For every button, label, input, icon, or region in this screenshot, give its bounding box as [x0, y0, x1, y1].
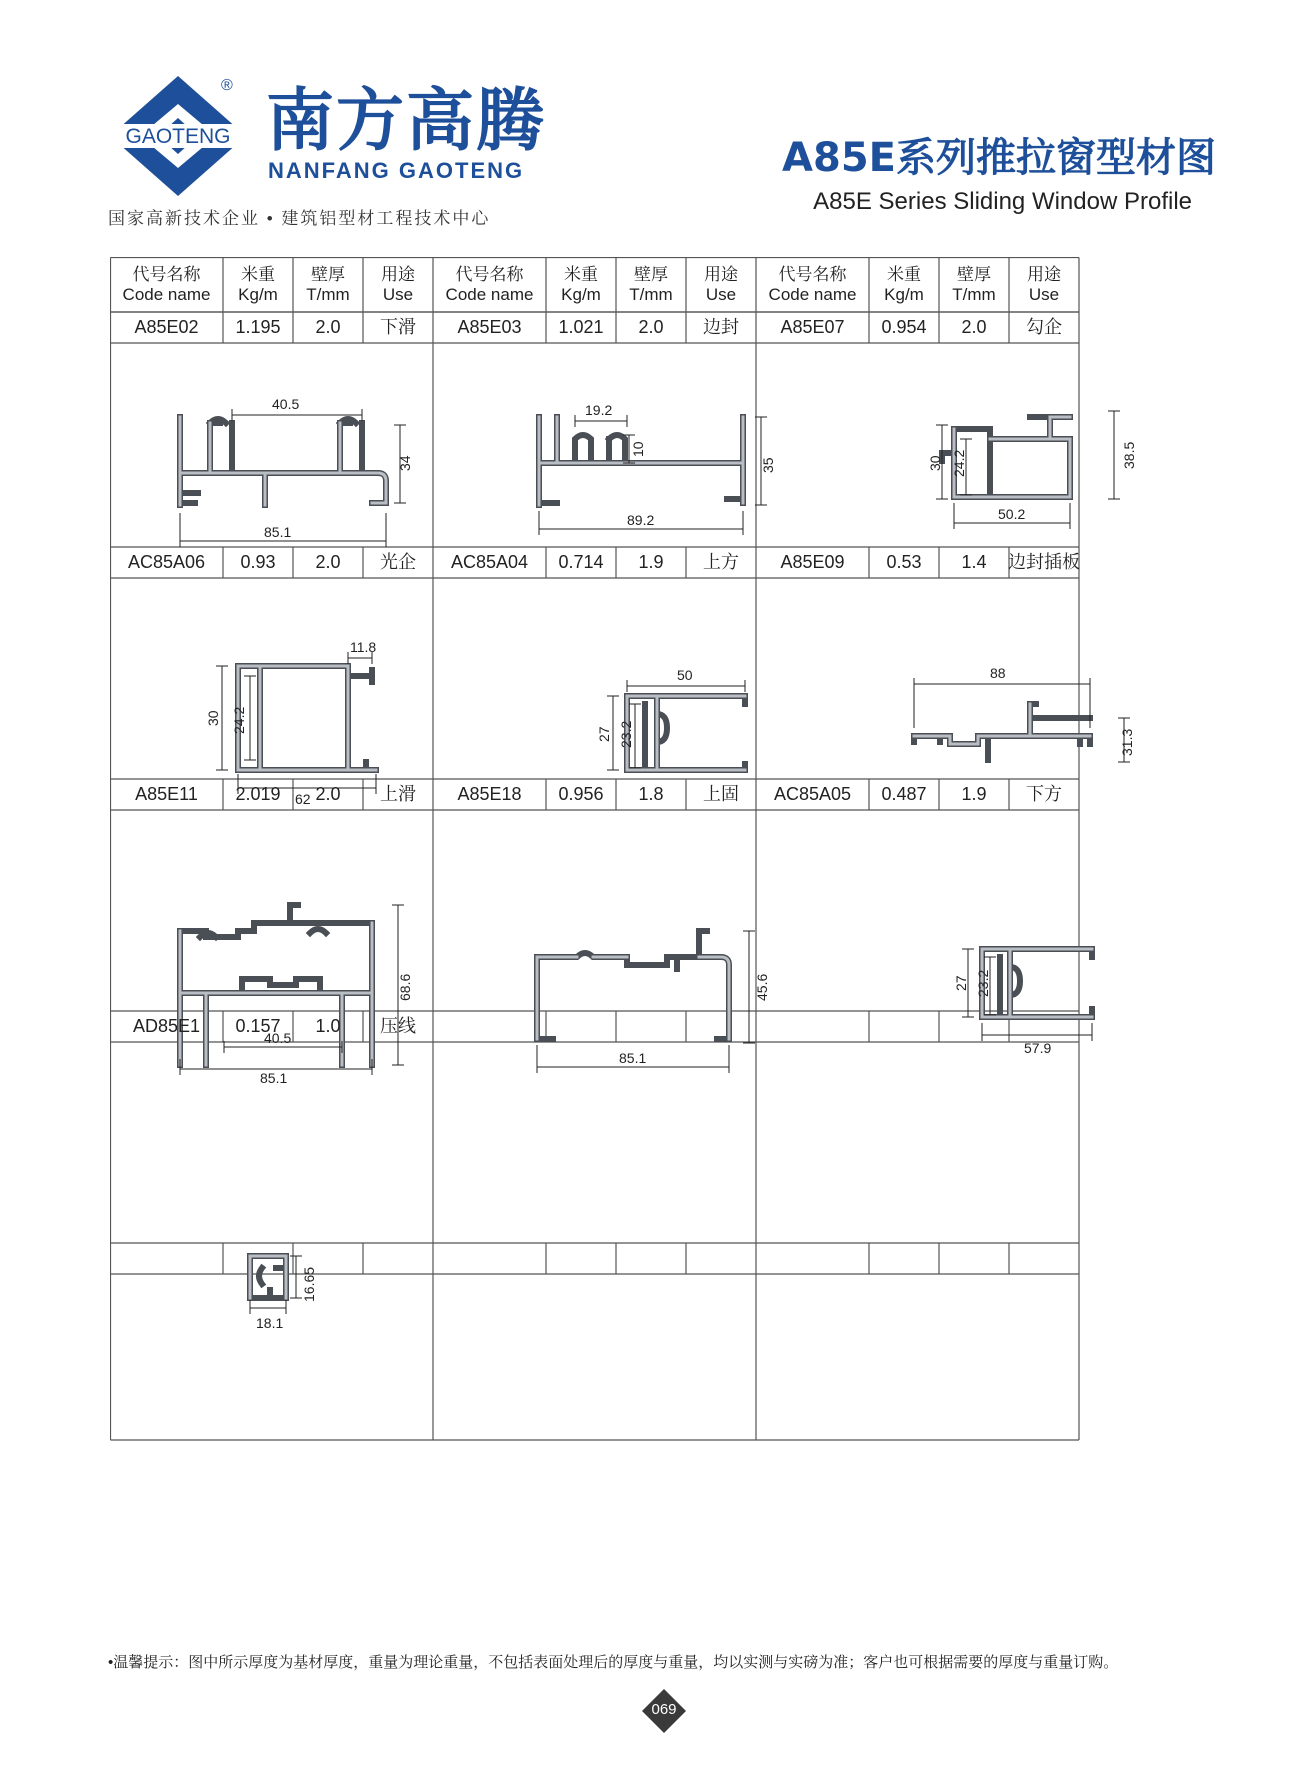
profile-weight-cell: 0.956: [558, 784, 604, 805]
profile-code-name-cell: [433, 1243, 546, 1274]
dim-label: 30: [205, 710, 221, 726]
profile-use-cell: [686, 1243, 756, 1274]
page-title-cn: A85E系列推拉窗型材图: [782, 135, 1216, 181]
dim-label: 45.6: [754, 973, 770, 1001]
profile-use-cell: 压线: [380, 1016, 416, 1037]
profile-code-name-cell: A85E02: [134, 317, 199, 338]
page-number: 069: [651, 1701, 677, 1718]
profile-code-name-cell: A85E03: [457, 317, 522, 338]
column-header-en: Kg/m: [238, 284, 278, 304]
profile-thickness-cell: [616, 1011, 686, 1042]
profile-use-cell: 边封插板: [1008, 552, 1080, 573]
column-header-cn: 壁厚: [634, 264, 668, 284]
dim-label: 57.9: [1024, 1040, 1052, 1056]
profile-drawing-a85e11: [180, 905, 413, 1086]
profile-use-cell: 上滑: [380, 784, 416, 805]
dim-label: 10: [630, 441, 646, 457]
column-header-en: Code name: [122, 284, 211, 304]
profile-use-cell: [1009, 1243, 1079, 1274]
dim-label: 16.65: [301, 1266, 317, 1302]
profile-weight-cell: 1.195: [235, 317, 281, 338]
profile-drawing-a85e18: [537, 931, 770, 1073]
company-tagline: 国家高新技术企业 • 建筑铝型材工程技术中心: [108, 209, 491, 228]
profile-code-name-cell: A85E09: [780, 552, 845, 573]
dim-label: 85.1: [260, 1070, 288, 1086]
profile-use-cell: [363, 1243, 433, 1274]
profile-weight-cell: 2.019: [235, 784, 281, 805]
dim-label: 40.5: [264, 1030, 292, 1046]
profile-code-name-cell: A85E11: [135, 784, 198, 805]
profile-use-cell: 上固: [703, 784, 739, 805]
dim-label: 30: [927, 455, 943, 471]
profile-use-cell: 上方: [703, 552, 739, 573]
profile-code-name-cell: [756, 1243, 869, 1274]
profile-thickness-cell: 2.0: [315, 317, 341, 338]
footer-note: •温馨提示：图中所示厚度为基材厚度，重量为理论重量，不包括表面处理后的厚度与重量，均以实测与实磅为准；客户也可根据需要的厚度与重量订购。: [108, 1654, 1119, 1671]
profile-code-name-cell: AC85A06: [127, 552, 206, 573]
column-header-en: Use: [1028, 284, 1060, 304]
profile-code-name-cell: [110, 1243, 223, 1274]
profile-use-cell: 下方: [1026, 784, 1062, 805]
profile-thickness-cell: [939, 1011, 1009, 1042]
profile-drawing-a85e03: [539, 402, 776, 535]
profile-thickness-cell: 1.8: [638, 784, 664, 805]
dim-label: 62: [295, 791, 311, 807]
dim-label: 23.2: [618, 720, 634, 748]
profile-thickness-cell: 2.0: [638, 317, 664, 338]
dim-label: 27: [953, 975, 969, 991]
profile-weight-cell: 0.53: [886, 552, 922, 573]
column-header-use: [363, 257, 433, 312]
profile-drawing-a85e07: [927, 411, 1137, 529]
dim-label: 27: [596, 726, 612, 742]
dim-label: 23.2: [975, 969, 991, 997]
profile-weight-cell: [869, 1011, 939, 1042]
column-header-en: T/mm: [629, 284, 673, 304]
profile-thickness-cell: 1.4: [961, 552, 987, 573]
column-header-thickness: [293, 257, 363, 312]
dim-label: 38.5: [1121, 441, 1137, 469]
registered-mark: ®: [221, 77, 233, 94]
profile-thickness-cell: 2.0: [315, 784, 341, 805]
profile-weight-cell: 0.93: [240, 552, 276, 573]
profile-thickness-cell: 2.0: [961, 317, 987, 338]
profile-table: [110, 257, 1214, 1637]
profile-thickness-cell: [939, 1243, 1009, 1274]
profile-code-name-cell: AC85A04: [450, 552, 529, 573]
profile-use-cell: 边封: [703, 317, 739, 338]
profile-weight-cell: [546, 1011, 616, 1042]
column-header-code-name: [110, 257, 223, 312]
column-header-en: T/mm: [952, 284, 996, 304]
profile-weight-cell: [223, 1243, 293, 1274]
profile-drawings: [110, 257, 1214, 1637]
profile-use-cell: 下滑: [380, 317, 416, 338]
profile-use-cell: [686, 1011, 756, 1042]
dim-label: 50: [677, 667, 693, 683]
column-header-cn: 用途: [704, 264, 738, 284]
profile-thickness-cell: [616, 1243, 686, 1274]
profile-use-cell: 光企: [380, 552, 416, 573]
svg-text:GAOTENG: GAOTENG: [125, 125, 231, 148]
profile-weight-cell: 0.157: [235, 1016, 281, 1037]
column-header-cn: 壁厚: [311, 264, 345, 284]
profile-weight-cell: 0.714: [558, 552, 604, 573]
profile-code-name-cell: [756, 1011, 869, 1042]
profile-code-name-cell: A85E07: [780, 317, 845, 338]
profile-weight-cell: 0.954: [881, 317, 927, 338]
column-header-cn: 代号名称: [455, 264, 524, 284]
dim-label: 18.1: [256, 1315, 284, 1331]
column-header-cn: 用途: [1027, 264, 1061, 284]
column-header-code-name: [433, 257, 546, 312]
dim-label: 85.1: [264, 524, 292, 540]
column-header-code-name: [756, 257, 869, 312]
dim-label: 35: [760, 457, 776, 473]
profile-use-cell: [1009, 1011, 1079, 1042]
dim-label: 24.2: [951, 449, 967, 477]
column-header-en: Use: [382, 284, 414, 304]
column-header-en: Code name: [445, 284, 534, 304]
profile-code-name-cell: A85E18: [457, 784, 522, 805]
dim-label: 19.2: [585, 402, 613, 418]
dim-label: 40.5: [272, 396, 300, 412]
dim-label: 11.8: [350, 639, 377, 655]
column-header-cn: 米重: [887, 264, 921, 284]
dim-label: 34: [397, 455, 413, 471]
column-header-weight: [546, 257, 616, 312]
profile-thickness-cell: 2.0: [315, 552, 341, 573]
column-header-cn: 用途: [381, 264, 415, 284]
dim-label: 85.1: [619, 1050, 647, 1066]
column-header-en: Kg/m: [884, 284, 924, 304]
column-header-en: Use: [705, 284, 737, 304]
column-header-thickness: [939, 257, 1009, 312]
profile-thickness-cell: 1.0: [315, 1016, 341, 1037]
profile-weight-cell: 0.487: [881, 784, 927, 805]
column-header-cn: 代号名称: [778, 264, 847, 284]
brand-name-en: NANFANG GAOTENG: [268, 158, 525, 183]
column-header-en: Kg/m: [561, 284, 601, 304]
profile-code-name-cell: AD85E1: [132, 1016, 201, 1037]
profile-thickness-cell: 1.9: [638, 552, 664, 573]
profile-thickness-cell: [293, 1243, 363, 1274]
column-header-use: [686, 257, 756, 312]
profile-thickness-cell: 1.9: [961, 784, 987, 805]
profile-code-name-cell: [433, 1011, 546, 1042]
column-header-use: [1009, 257, 1079, 312]
dim-label: 50.2: [998, 506, 1026, 522]
column-header-weight: [869, 257, 939, 312]
brand-name-cn: 南方高腾: [266, 82, 547, 161]
column-header-en: T/mm: [306, 284, 350, 304]
page-title-en: A85E Series Sliding Window Profile: [813, 188, 1192, 215]
dim-label: 24.2: [231, 706, 247, 734]
profile-drawing-ac85a04: [596, 667, 745, 770]
column-header-cn: 壁厚: [957, 264, 991, 284]
profile-drawing-a85e09: [914, 665, 1135, 762]
dim-label: 88: [990, 665, 1006, 681]
profile-drawing-a85e02: [180, 396, 413, 547]
dim-label: 89.2: [627, 512, 655, 528]
column-header-weight: [223, 257, 293, 312]
column-header-cn: 米重: [564, 264, 598, 284]
column-header-en: Code name: [768, 284, 857, 304]
dim-label: 68.6: [397, 973, 413, 1001]
profile-code-name-cell: AC85A05: [773, 784, 852, 805]
profile-use-cell: 勾企: [1026, 317, 1062, 338]
profile-weight-cell: [869, 1243, 939, 1274]
column-header-cn: 代号名称: [132, 264, 201, 284]
column-header-cn: 米重: [241, 264, 275, 284]
dim-label: 31.3: [1119, 728, 1135, 756]
profile-weight-cell: [546, 1243, 616, 1274]
column-header-thickness: [616, 257, 686, 312]
profile-weight-cell: 1.021: [558, 317, 604, 338]
